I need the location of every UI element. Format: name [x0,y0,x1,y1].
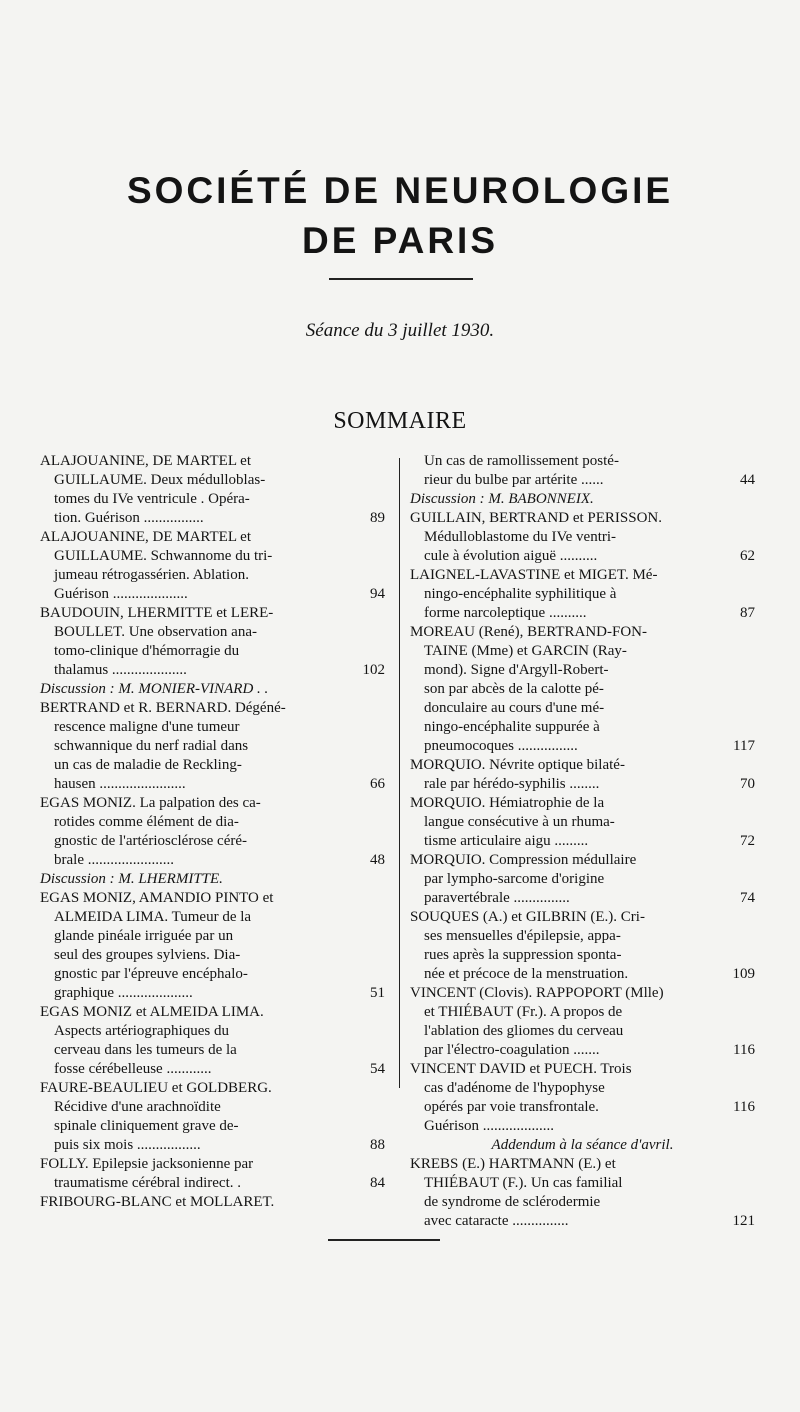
toc-line [40,680,385,699]
toc-text: paravertébrale ............... [424,890,570,906]
toc-page-number: 88 [370,1137,385,1153]
toc-page-number: 117 [733,738,755,754]
society-title: SOCIÉTÉ DE NEUROLOGIE [126,170,674,211]
toc-page-number: 109 [732,966,755,982]
toc-line [40,1155,385,1174]
toc-text: ningo-encéphalite suppurée à [424,719,600,735]
toc-text: graphique .................... [54,985,193,1001]
toc-text: MORQUIO. Névrite optique bilaté- [410,757,625,773]
toc-line [410,1212,755,1231]
toc-line [40,471,385,490]
toc-line [40,1193,385,1212]
toc-text: ALMEIDA LIMA. Tumeur de la [54,909,252,925]
toc-text: Addendum à la séance d'avril. [491,1137,674,1153]
toc-page-number: 84 [370,1175,385,1191]
toc-line [410,566,755,585]
toc-page-number: 74 [740,890,755,906]
toc-line [410,490,755,509]
toc-page-number: 121 [732,1213,755,1229]
toc-line [40,813,385,832]
toc-text: EGAS MONIZ et ALMEIDA LIMA. [40,1004,264,1020]
toc-line [410,1098,755,1117]
toc-line [410,737,755,756]
toc-line [40,946,385,965]
toc-text: cerveau dans les tumeurs de la [54,1042,237,1058]
toc-text: GUILLAUME. Schwannome du tri- [54,548,273,564]
toc-text: et THIÉBAUT (Fr.). A propos de [424,1004,623,1020]
toc-text: Aspects artériographiques du [54,1023,229,1039]
toc-text: Discussion : M. MONIER-VINARD . . [40,681,269,697]
toc-line [40,452,385,471]
toc-text: ses mensuelles d'épilepsie, appa- [424,928,621,944]
toc-line [410,794,755,813]
toc-page-number: 87 [740,605,755,621]
toc-text: THIÉBAUT (F.). Un cas familial [424,1175,623,1191]
toc-line [410,1155,755,1174]
toc-line [410,832,755,851]
toc-page-number: 51 [370,985,385,1001]
toc-line [410,585,755,604]
column-divider [399,458,400,1088]
toc-line [410,680,755,699]
toc-line [40,737,385,756]
toc-text: seul des groupes sylviens. Dia- [54,947,241,963]
toc-line [40,775,385,794]
toc-text: langue consécutive à un rhuma- [424,814,615,830]
toc-text: tomes du IVe ventricule . Opéra- [54,491,250,507]
toc-line [40,528,385,547]
toc-page-number: 72 [740,833,755,849]
toc-line [410,718,755,737]
toc-text: tisme articulaire aigu ......... [424,833,589,849]
bottom-divider [328,1239,440,1241]
toc-text: gnostic par l'épreuve encéphalo- [54,966,248,982]
toc-line [410,452,755,471]
toc-text: FAURE-BEAULIEU et GOLDBERG. [40,1080,272,1096]
toc-line [410,870,755,889]
toc-line [410,851,755,870]
toc-line [410,471,755,490]
toc-text: jumeau rétrogassérien. Ablation. [54,567,249,583]
toc-line [410,1136,755,1155]
toc-text: son par abcès de la calotte pé- [424,681,604,697]
toc-text: ALAJOUANINE, DE MARTEL et [40,453,252,469]
toc-line [410,1041,755,1060]
toc-line [410,604,755,623]
toc-page-number: 89 [370,510,385,526]
toc-line [410,509,755,528]
toc-line [40,699,385,718]
toc-line [40,718,385,737]
toc-text: forme narcoleptique .......... [424,605,587,621]
toc-text: MOREAU (René), BERTRAND-FON- [410,624,647,640]
toc-text: rale par hérédo-syphilis ........ [424,776,600,792]
toc-line [40,1003,385,1022]
toc-line [40,604,385,623]
toc-line [410,813,755,832]
toc-page-number: 94 [370,586,385,602]
toc-text: brale ....................... [54,852,174,868]
toc-line [40,1060,385,1079]
left-column [40,452,385,1212]
toc-line [410,623,755,642]
toc-text: pneumocoques ................ [424,738,578,754]
toc-line [410,661,755,680]
toc-line [410,1022,755,1041]
toc-line [410,1060,755,1079]
toc-page-number: 54 [370,1061,385,1077]
toc-line [410,756,755,775]
toc-line [410,775,755,794]
toc-text: GUILLAUME. Deux médulloblas- [54,472,266,488]
toc-line [40,547,385,566]
toc-line [410,1174,755,1193]
session-date: Séance du 3 juillet 1930. [305,320,495,341]
toc-text: ningo-encéphalite syphilitique à [424,586,617,602]
toc-text: hausen ....................... [54,776,186,792]
toc-line [410,642,755,661]
toc-text: de syndrome de sclérodermie [424,1194,601,1210]
toc-line [40,509,385,528]
toc-line [40,1136,385,1155]
toc-text: rieur du bulbe par artérite ...... [424,472,604,488]
toc-line [40,794,385,813]
toc-line [40,851,385,870]
toc-text: VINCENT DAVID et PUECH. Trois [410,1061,632,1077]
toc-line [410,1117,755,1136]
toc-page-number: 116 [733,1042,755,1058]
toc-text: opérés par voie transfrontale. [424,1099,599,1115]
toc-line [40,927,385,946]
toc-text: LAIGNEL-LAVASTINE et MIGET. Mé- [410,567,658,583]
toc-line [40,1174,385,1193]
toc-line [410,965,755,984]
toc-text: Guérison ................... [424,1118,554,1134]
toc-page-number: 102 [362,662,385,678]
toc-text: MORQUIO. Hémiatrophie de la [410,795,605,811]
toc-text: KREBS (E.) HARTMANN (E.) et [410,1156,616,1172]
toc-line [410,984,755,1003]
toc-text: thalamus .................... [54,662,187,678]
right-column [410,452,755,1231]
toc-line [410,1003,755,1022]
toc-page-number: 116 [733,1099,755,1115]
toc-text: FOLLY. Epilepsie jacksonienne par [40,1156,254,1172]
toc-text: EGAS MONIZ, AMANDIO PINTO et [40,890,274,906]
toc-line [40,642,385,661]
toc-text: cule à évolution aiguë .......... [424,548,598,564]
toc-page-number: 48 [370,852,385,868]
toc-text: Discussion : M. BABONNEIX. [410,491,594,507]
toc-line [40,908,385,927]
toc-line [40,984,385,1003]
toc-text: donculaire au cours d'une mé- [424,700,605,716]
toc-text: Guérison .................... [54,586,188,602]
sommaire-heading: SOMMAIRE [333,408,467,434]
toc-line [410,908,755,927]
toc-line [410,1193,755,1212]
toc-line [410,528,755,547]
toc-text: FRIBOURG-BLANC et MOLLARET. [40,1194,275,1210]
toc-line [40,585,385,604]
toc-line [410,927,755,946]
toc-text: BOULLET. Une observation ana- [54,624,257,640]
toc-line [40,832,385,851]
toc-line [40,889,385,908]
toc-text: spinale cliniquement grave de- [54,1118,239,1134]
toc-line [40,490,385,509]
toc-line [40,870,385,889]
toc-text: MORQUIO. Compression médullaire [410,852,637,868]
toc-line [40,1079,385,1098]
toc-line [410,1079,755,1098]
toc-line [410,946,755,965]
toc-text: Discussion : M. LHERMITTE. [40,871,223,887]
toc-text: EGAS MONIZ. La palpation des ca- [40,795,261,811]
toc-line [40,623,385,642]
toc-text: Médulloblastome du IVe ventri- [424,529,617,545]
toc-line [40,566,385,585]
toc-line [410,547,755,566]
toc-text: cas d'adénome de l'hypophyse [424,1080,605,1096]
toc-line [40,661,385,680]
toc-line [410,889,755,908]
toc-text: un cas de maladie de Reckling- [54,757,242,773]
toc-text: TAINE (Mme) et GARCIN (Ray- [424,643,627,659]
toc-text: SOUQUES (A.) et GILBRIN (E.). Cri- [410,909,645,925]
toc-text: VINCENT (Clovis). RAPPOPORT (Mlle) [410,985,664,1001]
toc-text: Récidive d'une arachnoïdite [54,1099,221,1115]
toc-line [40,965,385,984]
toc-line [40,1098,385,1117]
society-title-line2: DE PARIS [301,220,498,261]
toc-text: avec cataracte ............... [424,1213,569,1229]
toc-text: schwannique du nerf radial dans [54,738,249,754]
toc-text: GUILLAIN, BERTRAND et PERISSON. [410,510,663,526]
toc-text: gnostic de l'artériosclérose céré- [54,833,248,849]
toc-line [40,1117,385,1136]
toc-text: ALAJOUANINE, DE MARTEL et [40,529,252,545]
toc-text: tomo-clinique d'hémorragie du [54,643,240,659]
toc-page-number: 62 [740,548,755,564]
toc-text: tion. Guérison ................ [54,510,204,526]
toc-text: rotides comme élément de dia- [54,814,239,830]
toc-text: glande pinéale irriguée par un [54,928,234,944]
toc-line [40,756,385,775]
toc-text: puis six mois ................. [54,1137,201,1153]
toc-text: l'ablation des gliomes du cerveau [424,1023,624,1039]
toc-text: fosse cérébelleuse ............ [54,1061,212,1077]
toc-text: rescence maligne d'une tumeur [54,719,240,735]
toc-text: mond). Signe d'Argyll-Robert- [424,662,609,678]
toc-text: BAUDOUIN, LHERMITTE et LERE- [40,605,274,621]
toc-text: BERTRAND et R. BERNARD. Dégéné- [40,700,286,716]
toc-page-number: 70 [740,776,755,792]
toc-text: par lympho-sarcome d'origine [424,871,605,887]
toc-page-number: 66 [370,776,385,792]
toc-text: née et précoce de la menstruation. [424,966,629,982]
toc-text: traumatisme cérébral indirect. . [54,1175,241,1191]
top-divider [329,278,473,280]
toc-page-number: 44 [740,472,755,488]
toc-line [40,1041,385,1060]
toc-text: rues après la suppression sponta- [424,947,622,963]
toc-text: Un cas de ramollissement posté- [424,453,619,469]
toc-line [410,699,755,718]
toc-text: par l'électro-coagulation ....... [424,1042,600,1058]
toc-line [40,1022,385,1041]
